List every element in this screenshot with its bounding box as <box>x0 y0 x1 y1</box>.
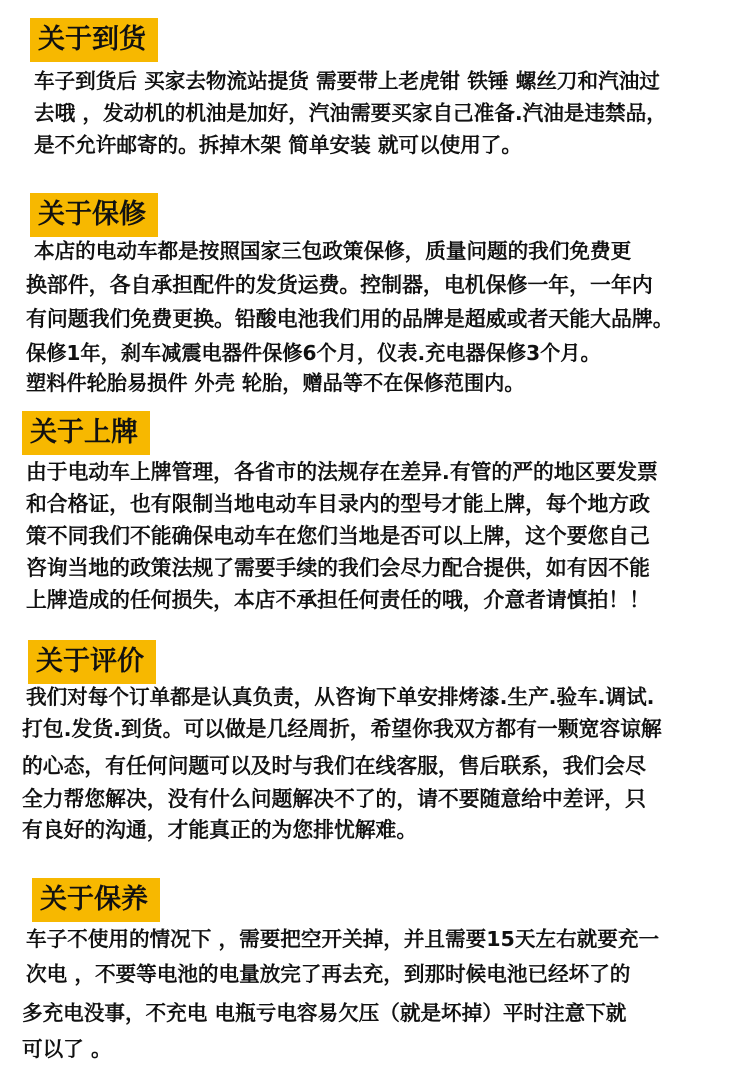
paragraph-line: 咨询当地的政策法规了需要手续的我们会尽力配合提供，如有因不能 <box>26 556 650 580</box>
paragraph-line: 多充电没事，不充电 电瓶亏电容易欠压（就是坏掉）平时注意下就 <box>22 1001 627 1025</box>
paragraph-line: 有良好的沟通，才能真正的为您排忧解难。 <box>22 818 418 842</box>
paragraph-line: 次电 ，不要等电池的电量放完了再去充，到那时候电池已经坏了的 <box>26 962 631 986</box>
paragraph-line: 打包.发货.到货。可以做是几经周折，希望你我双方都有一颗宽容谅解 <box>22 717 662 741</box>
paragraph-line: 塑料件轮胎易损件 外壳 轮胎，赠品等不在保修范围内。 <box>26 371 525 395</box>
paragraph-line: 车子到货后 买家去物流站提货 需要带上老虎钳 铁锤 螺丝刀和汽油过 <box>34 69 660 93</box>
section-heading: 关于评价 <box>28 640 156 684</box>
section-heading: 关于保修 <box>30 193 158 237</box>
section-heading: 关于到货 <box>30 18 158 62</box>
paragraph-line: 有问题我们免费更换。铅酸电池我们用的品牌是超威或者天能大品牌。 <box>26 307 674 331</box>
paragraph-line: 策不同我们不能确保电动车在您们当地是否可以上牌，这个要您自己 <box>26 524 650 548</box>
section-heading: 关于保养 <box>32 878 160 922</box>
section-heading: 关于上牌 <box>22 411 150 455</box>
paragraph-line: 去哦 ，发动机的机油是加好，汽油需要买家自己准备.汽油是违禁品， <box>34 101 667 125</box>
paragraph-line: 可以了 。 <box>22 1037 112 1061</box>
paragraph-line: 和合格证，也有限制当地电动车目录内的型号才能上牌，每个地方政 <box>26 492 650 516</box>
paragraph-line: 保修1年，刹车减震电器件保修6个月，仪表.充电器保修3个月。 <box>26 341 601 365</box>
paragraph-line: 全力帮您解决，没有什么问题解决不了的，请不要随意给中差评，只 <box>22 787 646 811</box>
paragraph-line: 本店的电动车都是按照国家三包政策保修，质量问题的我们免费更 <box>34 239 632 263</box>
paragraph-line: 上牌造成的任何损失，本店不承担任何责任的哦，介意者请慎拍！！ <box>26 588 650 612</box>
paragraph-line: 车子不使用的情况下 ，需要把空开关掉，并且需要15天左右就要充一 <box>26 927 660 951</box>
paragraph-line: 的心态，有任何问题可以及时与我们在线客服，售后联系，我们会尽 <box>22 754 646 778</box>
paragraph-line: 是不允许邮寄的。拆掉木架 简单安装 就可以使用了。 <box>34 133 522 157</box>
paragraph-line: 我们对每个订单都是认真负责，从咨询下单安排烤漆.生产.验车.调试. <box>26 685 655 709</box>
paragraph-line: 由于电动车上牌管理，各省市的法规存在差异.有管的严的地区要发票 <box>26 460 658 484</box>
paragraph-line: 换部件，各自承担配件的发货运费。控制器，电机保修一年，一年内 <box>26 273 653 297</box>
